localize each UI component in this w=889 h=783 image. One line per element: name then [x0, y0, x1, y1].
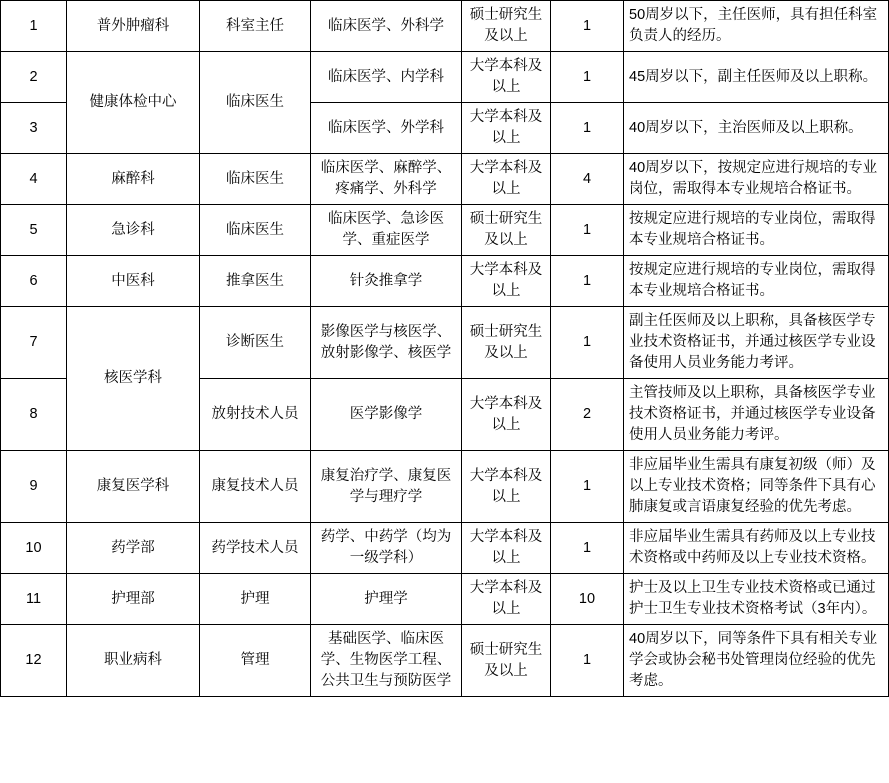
education-cell: 大学本科及以上 — [462, 52, 551, 103]
requirement-cell: 非应届毕业生需具有康复初级（师）及以上专业技术资格；同等条件下具有心肺康复或言语康复经验的优先考虑。 — [624, 451, 889, 523]
education-cell: 硕士研究生及以上 — [462, 1, 551, 52]
row-number-cell: 7 — [1, 307, 67, 379]
requirement-cell: 主管技师及以上职称，具备核医学专业技术资格证书，并通过核医学专业设备使用人员业务能力考评。 — [624, 379, 889, 451]
row-number-cell: 1 — [1, 1, 67, 52]
position-cell: 放射技术人员 — [200, 379, 311, 451]
headcount-cell: 2 — [551, 379, 624, 451]
major-cell: 护理学 — [311, 574, 462, 625]
position-cell: 临床医生 — [200, 205, 311, 256]
headcount-cell: 1 — [551, 523, 624, 574]
table-row — [1, 307, 889, 379]
row-number-cell: 3 — [1, 103, 67, 154]
row-number-cell: 10 — [1, 523, 67, 574]
major-cell: 基础医学、临床医学、生物医学工程、公共卫生与预防医学 — [311, 625, 462, 697]
row-number-cell: 12 — [1, 625, 67, 697]
department-cell: 康复医学科 — [67, 451, 200, 523]
headcount-cell: 1 — [551, 52, 624, 103]
education-cell: 硕士研究生及以上 — [462, 205, 551, 256]
position-cell: 诊断医生 — [200, 307, 311, 379]
department-cell: 职业病科 — [67, 625, 200, 697]
major-cell: 针灸推拿学 — [311, 256, 462, 307]
row-number-cell: 5 — [1, 205, 67, 256]
requirement-cell: 40周岁以下，按规定应进行规培的专业岗位，需取得本专业规培合格证书。 — [624, 154, 889, 205]
table-row — [1, 451, 889, 523]
major-cell: 临床医学、外学科 — [311, 103, 462, 154]
position-cell: 临床医生 — [200, 154, 311, 205]
headcount-cell: 1 — [551, 307, 624, 379]
row-number-cell: 11 — [1, 574, 67, 625]
headcount-cell: 1 — [551, 103, 624, 154]
headcount-cell: 1 — [551, 205, 624, 256]
headcount-cell: 1 — [551, 1, 624, 52]
education-cell: 大学本科及以上 — [462, 103, 551, 154]
requirement-cell: 50周岁以下，主任医师，具有担任科室负责人的经历。 — [624, 1, 889, 52]
position-cell: 药学技术人员 — [200, 523, 311, 574]
table-row — [1, 52, 889, 103]
department-cell: 普外肿瘤科 — [67, 1, 200, 52]
headcount-cell: 4 — [551, 154, 624, 205]
education-cell: 大学本科及以上 — [462, 256, 551, 307]
table-row — [1, 1, 889, 52]
major-cell: 医学影像学 — [311, 379, 462, 451]
major-cell: 临床医学、外科学 — [311, 1, 462, 52]
department-cell: 急诊科 — [67, 205, 200, 256]
row-number-cell: 9 — [1, 451, 67, 523]
table-row — [1, 574, 889, 625]
education-cell: 硕士研究生及以上 — [462, 625, 551, 697]
headcount-cell: 10 — [551, 574, 624, 625]
row-number-cell: 4 — [1, 154, 67, 205]
major-cell: 影像医学与核医学、放射影像学、核医学 — [311, 307, 462, 379]
table-row — [1, 523, 889, 574]
table-row — [1, 154, 889, 205]
education-cell: 大学本科及以上 — [462, 451, 551, 523]
department-cell: 药学部 — [67, 523, 200, 574]
position-cell: 科室主任 — [200, 1, 311, 52]
department-cell: 护理部 — [67, 574, 200, 625]
major-cell: 药学、中药学（均为一级学科） — [311, 523, 462, 574]
position-cell: 临床医生 — [200, 52, 311, 154]
major-cell: 康复治疗学、康复医学与理疗学 — [311, 451, 462, 523]
headcount-cell: 1 — [551, 451, 624, 523]
table-row — [1, 205, 889, 256]
requirement-cell: 45周岁以下，副主任医师及以上职称。 — [624, 52, 889, 103]
requirement-cell: 护士及以上卫生专业技术资格或已通过护士卫生专业技术资格考试（3年内）。 — [624, 574, 889, 625]
requirement-cell: 按规定应进行规培的专业岗位，需取得本专业规培合格证书。 — [624, 256, 889, 307]
department-cell: 核医学科 — [67, 307, 200, 451]
position-cell: 康复技术人员 — [200, 451, 311, 523]
requirement-cell: 副主任医师及以上职称，具备核医学专业技术资格证书，并通过核医学专业设备使用人员业务能力考评。 — [624, 307, 889, 379]
department-cell: 麻醉科 — [67, 154, 200, 205]
major-cell: 临床医学、麻醉学、疼痛学、外科学 — [311, 154, 462, 205]
department-cell: 健康体检中心 — [67, 52, 200, 154]
row-number-cell: 8 — [1, 379, 67, 451]
requirement-cell: 按规定应进行规培的专业岗位，需取得本专业规培合格证书。 — [624, 205, 889, 256]
headcount-cell: 1 — [551, 256, 624, 307]
major-cell: 临床医学、内学科 — [311, 52, 462, 103]
table-row — [1, 256, 889, 307]
position-cell: 管理 — [200, 625, 311, 697]
education-cell: 大学本科及以上 — [462, 154, 551, 205]
education-cell: 硕士研究生及以上 — [462, 307, 551, 379]
education-cell: 大学本科及以上 — [462, 574, 551, 625]
row-number-cell: 6 — [1, 256, 67, 307]
education-cell: 大学本科及以上 — [462, 379, 551, 451]
requirement-cell: 40周岁以下，主治医师及以上职称。 — [624, 103, 889, 154]
position-cell: 护理 — [200, 574, 311, 625]
table-row — [1, 625, 889, 697]
position-cell: 推拿医生 — [200, 256, 311, 307]
major-cell: 临床医学、急诊医学、重症医学 — [311, 205, 462, 256]
requirement-cell: 40周岁以下，同等条件下具有相关专业学会或协会秘书处管理岗位经验的优先考虑。 — [624, 625, 889, 697]
requirement-cell: 非应届毕业生需具有药师及以上专业技术资格或中药师及以上专业技术资格。 — [624, 523, 889, 574]
headcount-cell: 1 — [551, 625, 624, 697]
row-number-cell: 2 — [1, 52, 67, 103]
department-cell: 中医科 — [67, 256, 200, 307]
table-body — [1, 1, 889, 697]
education-cell: 大学本科及以上 — [462, 523, 551, 574]
